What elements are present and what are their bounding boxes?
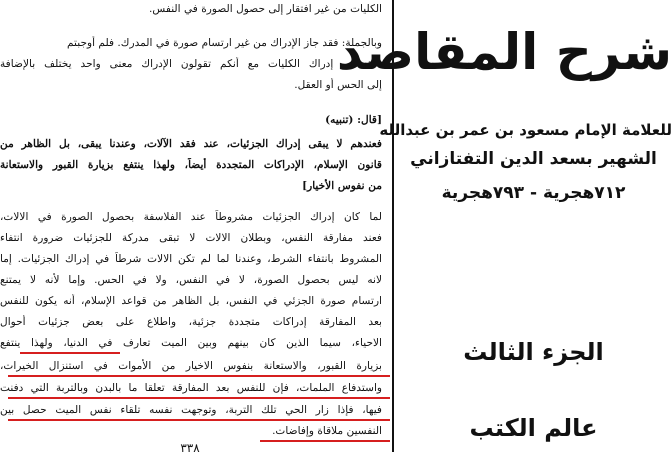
highlight-underline xyxy=(8,419,390,421)
text-line: لما كان إدراك الجزئيات مشروطاً عند الفلاسفة بحصول الصورة في الالات، xyxy=(0,211,382,223)
author-line: للعلامة الإمام مسعود بن عمر بن عبدالله xyxy=(379,121,672,139)
highlight-underline xyxy=(8,375,390,377)
text-line: لانه ليس بحصول الصورة، لا في النفس، ولا في الحس. وإما لأنه لا يمتنع xyxy=(0,274,382,286)
text-line: الكليات من غير افتقار إلى حصول الصورة في النفس. xyxy=(149,3,382,15)
text-line: إلى الحس أو العقل. xyxy=(294,79,382,91)
text-line: قانون الإسلام، الإدراكات المتجددة أيضاً، ولهذا ينتفع بزيارة القبور والاستعانة xyxy=(0,159,382,171)
text-line: ذلك في إدراك الكليات مع أنكم تقولون الإدراك معنى واحد يختلف بالإضافة xyxy=(0,58,382,70)
section-heading: [قال: (تنبيه) xyxy=(325,114,382,126)
author-line: الشهير بسعد الدين التفتازاني xyxy=(410,149,657,169)
page-number: ٣٣٨ xyxy=(180,441,200,455)
text-line: فعندهم لا يبقى إدراك الجزئيات، عند فقد الآلات، وعندنا يبقى، بل الظاهر من xyxy=(0,138,382,150)
text-line: المشروط بانتفاء الشرط، وعندنا لما لم تكن الالات شرطاً في إدراك الجزئيات. إما xyxy=(0,253,382,265)
highlight-underline xyxy=(260,440,390,442)
text-line: وبالجملة: فقد جاز الإدراك من غير ارتسام صورة في المدرك. فلم أوجبتم xyxy=(67,37,382,49)
text-line: ارتسام صورة الجزئي في النفس، بل الظاهر من قواعد الإسلام، أنه يكون للنفس xyxy=(0,295,382,307)
text-line: بعد المفارقة إدراكات متجددة جزئية، واطلاع على بعض جزئيات أحوال xyxy=(0,316,382,328)
highlight-underline xyxy=(8,397,390,399)
text-line: بزيارة القبور، والاستعانة بنفوس الاخيار من الأموات في استنزال الخيرات، xyxy=(0,360,382,372)
highlight-underline xyxy=(20,352,120,354)
text-line: من نفوس الأخيار] xyxy=(302,180,382,192)
text-line: واستدفاع الملمات، فإن للنفس بعد المفارقة تعلقا ما بالبدن وبالتربة التي دفنت xyxy=(0,382,382,394)
volume-label: الجزء الثالث xyxy=(463,338,604,366)
text-line: فيها، فإذا زار الحي تلك التربة، وتوجهت نفسه تلقاء نفس الميت حصل بين xyxy=(0,404,382,416)
text-line: فعند مفارقة النفس، وبطلان الالات لا تبقى مدركة للجزئيات ضرورة انتفاء xyxy=(0,232,382,244)
text-line: الاحياء، سيما الذين كان بينهم وبين الميت تعارف في الدنيا، ولهذا ينتفع xyxy=(0,337,382,349)
book-title: شرح المقاصد xyxy=(336,23,672,81)
publisher: عالم الكتب xyxy=(469,414,598,442)
dates: ٧١٢هجرية - ٧٩٣هجرية xyxy=(441,183,626,203)
text-line: النفسين ملاقاة وإفاضات. xyxy=(272,425,382,437)
